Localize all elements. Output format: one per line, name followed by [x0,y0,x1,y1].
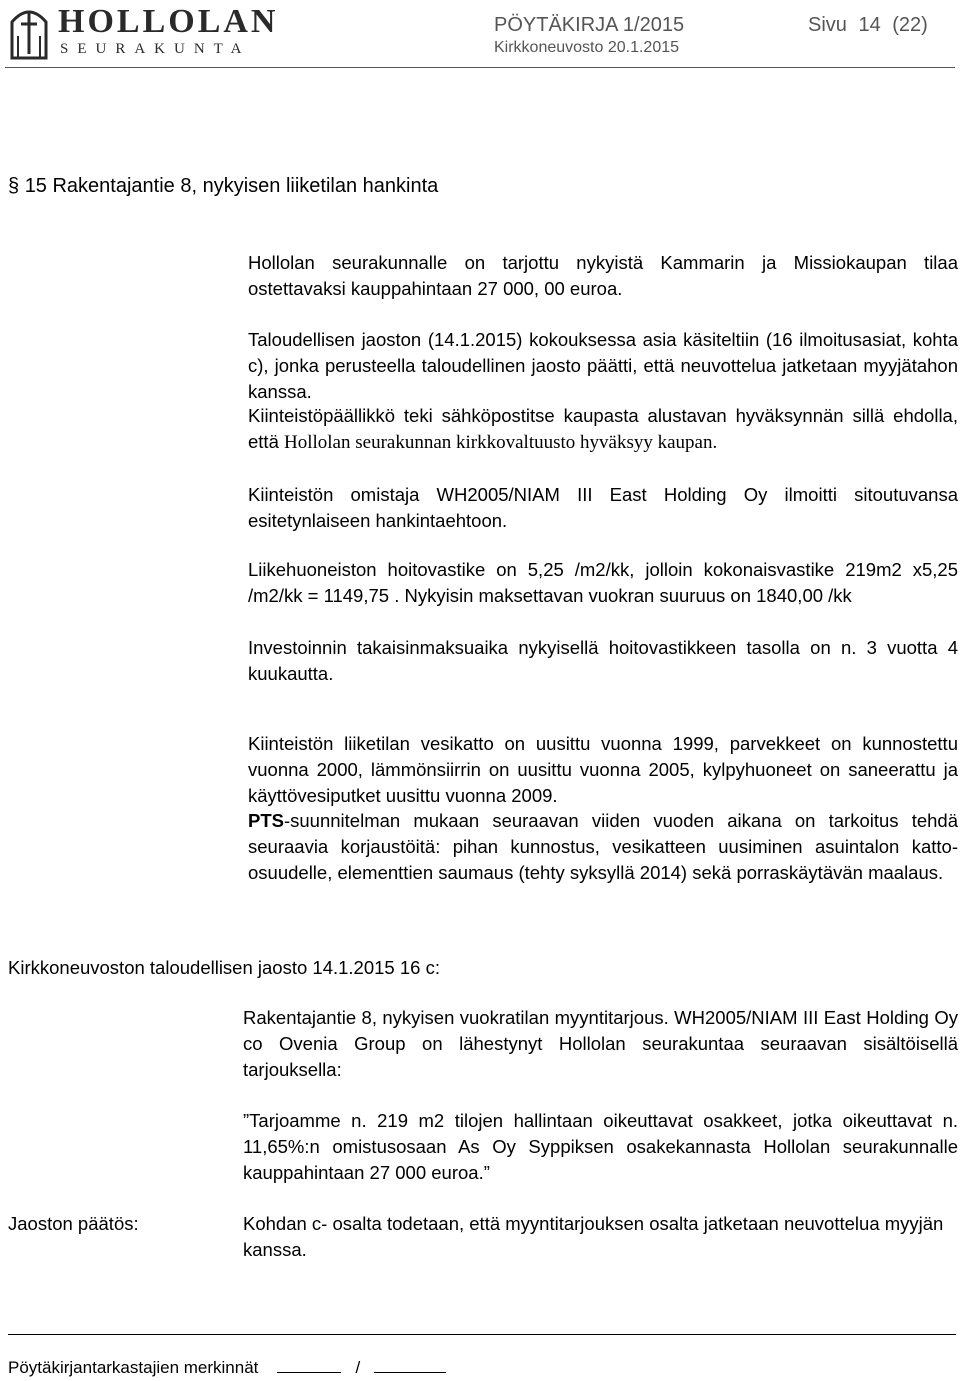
pts-text: -suunnitelman mukaan seuraavan viiden vuoden aikana on tarkoitus tehdä seuraavia korjaustöitä: pihan kunnostus, vesikatteen uusiminen asuintalon katto-osuudelle, elementtien saumaus (tehty syksyllä 2014) sekä porraskäytävän maalaus. [248,810,958,883]
paragraph-sale-offer: Rakentajantie 8, nykyisen vuokratilan myyntitarjous. WH2005/NIAM III East Holding Oy co Ovenia Group on lähestynyt Hollolan seurakuntaa seuraavan sisältöisellä tarjouksella: [243,1007,958,1080]
header-divider [5,67,955,68]
footer-label: Pöytäkirjantarkastajien merkinnät [8,1358,259,1377]
document-title: PÖYTÄKIRJA 1/2015 [494,14,685,36]
paragraph-pts [248,808,958,886]
church-emblem-icon [8,2,50,60]
footer-separator: / [355,1358,361,1377]
paragraph-costs: Liikehuoneiston hoitovastike on 5,25 /m2/kk, jolloin kokonaisvastike 219m2 x5,25 /m2/kk = 1149,75 . Nykyisin maksettavan vuokran suuruus on 1840,00 /kk [248,559,958,606]
footer-divider [8,1334,956,1335]
footer [8,1356,446,1379]
approval-condition: Hollolan seurakunnan kirkkovaltuusto hyväksyy kaupan. [284,432,718,453]
section-heading-text: 15 Rakentajantie 8, nykyisen liiketilan hankinta [24,175,439,197]
quoted-offer: ”Tarjoamme n. 219 m2 tilojen hallintaan oikeuttavat osakkeet, jotka oikeuttavat n. 11,65%:n omistusosaan As Oy Syppiksen osakekannasta Hollolan seurakunnalle kauppahintaan 27 000 euroa.” [243,1110,958,1183]
decision-label: Jaoston päätös: [8,1213,139,1234]
approval-text: Kiinteistöpäällikkö teki sähköpostitse kaupasta alustavan hyväksynnän sillä ehdolla, että [248,405,958,452]
signature-line-1 [277,1356,341,1373]
paragraph-approval [248,403,958,456]
paragraph-renovations: Kiinteistön liiketilan vesikatto on uusittu vuonna 1999, parvekkeet on kunnostettu vuonna 2000, lämmönsiirrin on uusittu vuonna 2005, kylpyhuoneet on saneerattu ja käyttövesiputket uusittu vuonna 2009. [248,733,958,806]
logo-wordmark: HOLLOLAN [58,3,279,40]
paragraph-committee: Taloudellisen jaoston (14.1.2015) kokouksessa asia käsiteltiin (16 ilmoitusasiat, kohta c), jonka perusteella taloudellinen jaosto päätti, että neuvottelua jatketaan myyjätahon kanssa. [248,329,958,402]
pts-term: PTS [248,810,284,831]
decision-text: Kohdan c- osalta todetaan, että myyntitarjouksen osalta jatketaan neuvottelua myyjän kanssa. [243,1213,944,1260]
signature-line-2 [374,1356,446,1373]
logo-subtitle: SEURAKUNTA [60,41,251,57]
paragraph-payback: Investoinnin takaisinmaksuaika nykyisellä hoitovastikkeen tasolla on n. 3 vuotta 4 kuukautta. [248,637,958,684]
section-heading: § 15 Rakentajantie 8, nykyisen liiketilan hankinta [8,175,439,197]
meeting-label: Kirkkoneuvosto 20.1.2015 [494,39,680,56]
jaosto-label: Kirkkoneuvoston taloudellisen jaosto 14.1.2015 16 c: [8,957,440,978]
page-number: Sivu 14 (22) [808,14,928,36]
paragraph-owner: Kiinteistön omistaja WH2005/NIAM III East Holding Oy ilmoitti sitoutuvansa esitetynlaiseen hankintaehtoon. [248,484,958,531]
paragraph-offer: Hollolan seurakunnalle on tarjottu nykyistä Kammarin ja Missiokaupan tilaa ostettavaksi kauppahintaan 27 000, 00 euroa. [248,252,958,299]
